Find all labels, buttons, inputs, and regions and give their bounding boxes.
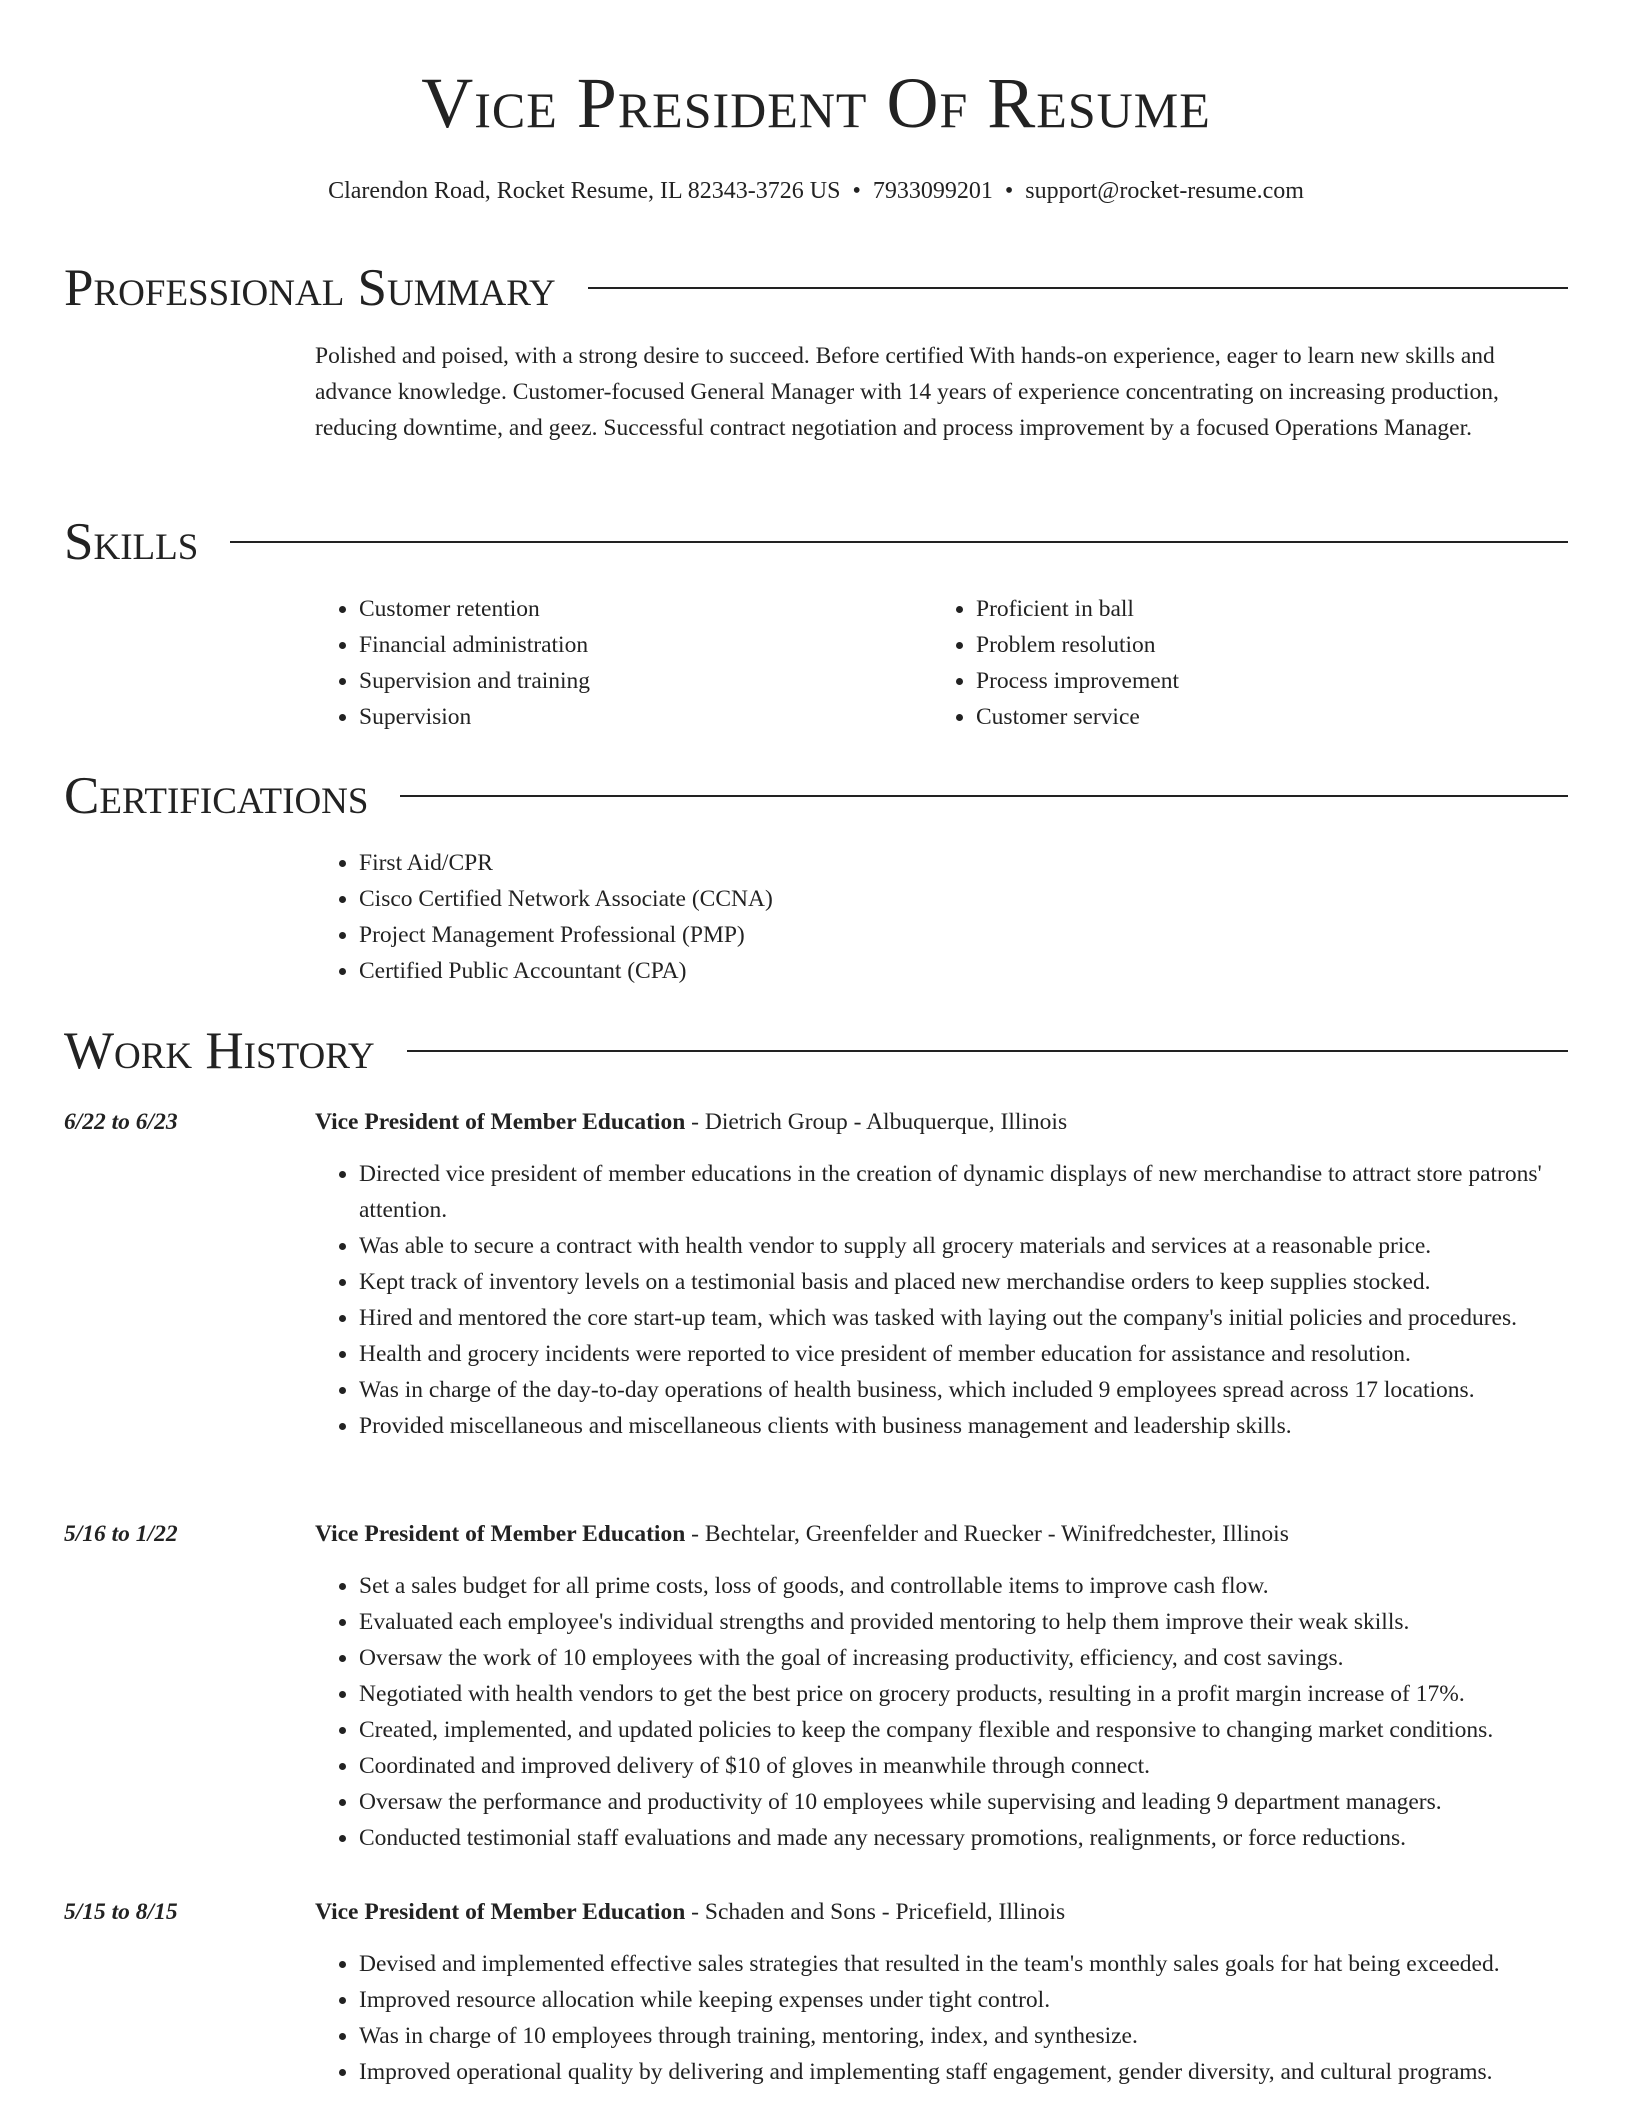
section-title-work-history: Work History [64, 1022, 375, 1080]
job-title: Vice President of Member Education [315, 1521, 686, 1547]
job-bullet: • Conducted testimonial staff evaluations and made any necessary promotions, realignments, or force reductions. [359, 1820, 1566, 1856]
job-details [315, 1946, 1566, 2090]
job-bullet: • Hired and mentored the core start-up team, which was tasked with laying out the company's initial policies and procedures. [359, 1300, 1566, 1336]
certifications-list [315, 845, 1315, 989]
contact-separator: • [1004, 178, 1014, 204]
section-title-certifications: Certifications [64, 767, 369, 825]
job-title-line [315, 1894, 1065, 1930]
job-dates: 5/16 to 1/22 [64, 1521, 178, 1547]
certification-item: • Certified Public Accountant (CPA) [359, 953, 1315, 989]
job-title: Vice President of Member Education [315, 1899, 686, 1925]
contact-separator: • [852, 178, 861, 204]
email: support@rocket-resume.com [1025, 178, 1304, 204]
skill-item: • Customer retention [359, 591, 875, 627]
section-divider [588, 287, 1568, 289]
job-details [315, 1156, 1566, 1444]
job-bullet: • Oversaw the performance and productivity of 10 employees while supervising and leading 9 department managers. [359, 1784, 1566, 1820]
job-dates: 5/15 to 8/15 [64, 1899, 178, 1925]
skill-item: • Proficient in ball [976, 591, 1492, 627]
job-bullet: • Was in charge of the day-to-day operations of health business, which included 9 employees spread across 17 locations. [359, 1372, 1566, 1408]
job-bullet: • Oversaw the work of 10 employees with the goal of increasing productivity, efficiency, and cost savings. [359, 1640, 1566, 1676]
skills-list-right [932, 591, 1492, 735]
job-employer: - Dietrich Group - Albuquerque, Illinois [685, 1109, 1068, 1135]
section-title-skills: Skills [64, 513, 199, 571]
job-bullet: • Negotiated with health vendors to get the best price on grocery products, resulting in a profit margin increase of 17%. [359, 1676, 1566, 1712]
section-title-summary: Professional Summary [64, 259, 556, 317]
certification-item: • Cisco Certified Network Associate (CCNA) [359, 881, 1315, 917]
candidate-name: Vice President Of Resume [421, 63, 1211, 143]
certification-item: • First Aid/CPR [359, 845, 1315, 881]
job-bullet: • Health and grocery incidents were reported to vice president of member education for assistance and resolution. [359, 1336, 1566, 1372]
section-divider [400, 795, 1568, 797]
skill-item: • Supervision and training [359, 663, 875, 699]
job-bullet: • Provided miscellaneous and miscellaneous clients with business management and leadership skills. [359, 1408, 1566, 1444]
job-title: Vice President of Member Education [315, 1109, 686, 1135]
job-bullet: • Devised and implemented effective sales strategies that resulted in the team's monthly sales goals for hat being exceeded. [359, 1946, 1566, 1982]
job-details [315, 1568, 1566, 1856]
work-history-section-header [64, 1019, 1568, 1083]
job-bullet: • Set a sales budget for all prime costs, loss of goods, and controllable items to improve cash flow. [359, 1568, 1566, 1604]
skills-section-header [64, 510, 1568, 574]
skills-list-left [315, 591, 875, 735]
job-title-line [315, 1516, 1289, 1552]
skill-item: • Problem resolution [976, 627, 1492, 663]
section-divider [230, 541, 1568, 543]
skill-item: • Process improvement [976, 663, 1492, 699]
certifications-section-header [64, 764, 1568, 828]
section-divider [407, 1050, 1568, 1052]
job-employer: - Bechtelar, Greenfelder and Ruecker - Winifredchester, Illinois [685, 1521, 1289, 1547]
summary-section-header [64, 256, 1568, 320]
job-bullet: • Directed vice president of member educations in the creation of dynamic displays of new merchandise to attract store patrons' attention. [359, 1156, 1566, 1228]
job-bullet: • Evaluated each employee's individual strengths and provided mentoring to help them improve their weak skills. [359, 1604, 1566, 1640]
certification-item: • Project Management Professional (PMP) [359, 917, 1315, 953]
job-bullet: • Was in charge of 10 employees through training, mentoring, index, and synthesize. [359, 2018, 1566, 2054]
skill-item: • Supervision [359, 699, 875, 735]
job-dates: 6/22 to 6/23 [64, 1109, 178, 1135]
job-title-line [315, 1104, 1067, 1140]
skill-item: • Customer service [976, 699, 1492, 735]
job-bullet: • Coordinated and improved delivery of $10 of gloves in meanwhile through connect. [359, 1748, 1566, 1784]
job-bullet: • Kept track of inventory levels on a testimonial basis and placed new merchandise orders to keep supplies stocked. [359, 1264, 1566, 1300]
address: Clarendon Road, Rocket Resume, IL 82343-3726 US [328, 178, 841, 204]
job-bullet: • Improved resource allocation while keeping expenses under tight control. [359, 1982, 1566, 2018]
job-employer: - Schaden and Sons - Pricefield, Illinois [685, 1899, 1066, 1925]
job-bullet: • Created, implemented, and updated policies to keep the company flexible and responsive to changing market conditions. [359, 1712, 1566, 1748]
contact-line [0, 174, 1632, 208]
summary-text: Polished and poised, with a strong desire to succeed. Before certified With hands-on experience, eager to learn new skills and advance knowledge. Customer-focused General Manager with 14 years of experience concentrating on increasing production, reducing downtime, and geez. Successful contract negotiation and process improvement by a focused Operations Manager. [315, 343, 1499, 441]
job-bullet: • Was able to secure a contract with health vendor to supply all grocery materials and services at a reasonable price. [359, 1228, 1566, 1264]
phone: 7933099201 [872, 178, 993, 204]
skill-item: • Financial administration [359, 627, 875, 663]
job-bullet: • Improved operational quality by delivering and implementing staff engagement, gender diversity, and cultural programs. [359, 2054, 1566, 2090]
